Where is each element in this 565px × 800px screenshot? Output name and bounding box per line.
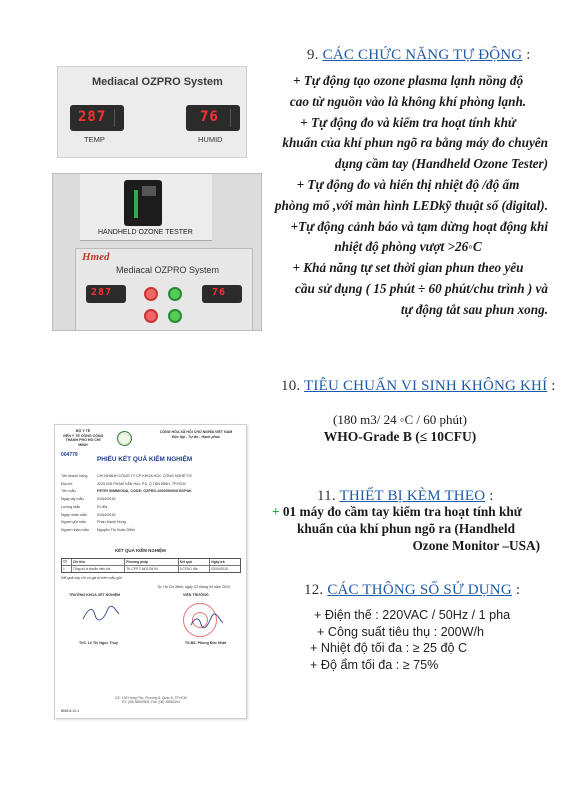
ozpro-device [75,248,253,331]
section-10-number: 10 [281,378,297,394]
cert-row: Tên khách hàng CHI NHÁNH CÔNG TY CP KHOA HỌC CÔNG NGHỆ P.E [61,474,193,478]
cert-row: Ngày lấy mẫu 01/04/2015 [61,497,116,502]
spec-line: + Điện thế : 220VAC / 50Hz / 1 pha [314,608,511,622]
section-11-number: 11 [317,488,332,504]
tester-label: HANDHELD OZONE TESTER [98,229,193,236]
section-11-title: THIẾT BỊ KÈM THEO [339,488,486,504]
tester-level-bar [134,190,138,218]
cert-row: Lượng mẫu 01 đĩa [61,504,108,509]
tester-screen [124,180,162,226]
cert-row: Tên mẫu PETRI 90MM/ONA, CODE: OZPRO-3000/5000/8 BVPAK [61,489,192,494]
cert-row: Địa chỉ 3225 BIS PHẠM VĂN HAI, P.5, Q.TÂN BÌNH, TP.HCM [61,481,186,486]
temp-display [70,105,124,131]
cert-date-line: Tp. Hồ Chí Minh, ngày 03 tháng 04 năm 2015 [157,585,230,589]
cert-note: Kết quả này chỉ có giá trị trên mẫu gửi [61,576,122,580]
accessory-line: khuẩn của khí phun ngõ ra (Handheld [296,521,516,536]
device-brand-label: Mediacal OZPRO System [116,265,220,275]
humid-reading: 76 [200,109,219,125]
control-panel-photo [57,66,247,158]
display-divider [230,109,236,127]
section-9-heading: 9. CÁC CHỨC NĂNG TỰ ĐỘNG : [307,47,531,63]
usage-specs [310,607,511,674]
left-sign-title: TRƯỞNG KHOA XÉT NGHIỆM [69,593,121,597]
institute-emblem-icon [117,431,132,446]
hmed-logo: Hmed [82,251,110,263]
accessory-line: + 01 máy đo cầm tay kiểm tra hoạt tính khử [272,504,522,519]
device-humid-display [202,285,242,303]
cert-result-table [61,558,241,573]
table-header-row: TT Chỉ tiêu Phương pháp Kết quả Ngày trả [62,559,240,566]
right-signer: TS.BS. Phùng Đức Nhật [185,641,226,645]
feature-line: + Khả năng tự set thời gian phun theo yêu [292,260,524,276]
section-12-number: 12 [304,582,320,598]
accessory-text [272,503,540,554]
spec-line: + Công suất tiêu thụ : 200W/h [317,624,484,639]
feature-line: khuẩn của khí phun ngõ ra bằng máy đo chuyên [282,135,548,151]
feature-line: nhiệt độ phòng vượt >26◦C [334,239,482,255]
accessory-line: Ozone Monitor –USA) [412,538,540,553]
feature-line: +Tự động cảnh báo và tạm dừng hoạt động khi [290,218,548,234]
feature-line: + Tự động đo và hiển thị nhiệt độ /độ ẩm [296,176,520,192]
right-sign-title: VIỆN TRƯỞNG [183,593,209,597]
air-standard-grade: WHO-Grade B (≤ 10CFU) [323,429,477,444]
display-divider [114,109,120,127]
green-button [168,309,182,323]
tester-window [142,186,156,196]
spec-line: + Độ ẩm tối đa : ≥ 75% [310,658,439,673]
temp-label: TEMP [84,135,105,144]
cert-info-rows [61,473,241,535]
feature-line: cao từ nguồn vào là không khí phòng lạnh. [289,93,527,109]
device-temp-display [86,285,126,303]
section-9-number: 9 [307,47,315,63]
red-button [144,309,158,323]
auto-features-text [268,71,548,321]
cert-form-code: BM8.8.10.1 [61,709,80,713]
humid-label: HUMID [198,135,223,144]
cert-row: Người gửi mẫu Phan Mạnh Hùng [61,520,126,525]
air-standard-spec: (180 m3/ 24 ◦C / 60 phút) [333,412,467,427]
cert-org-right: CỘNG HÒA XÃ HỘI CHỦ NGHĨA VIỆT NAM Độc lập - Tự do - Hạnh phúc [159,430,233,439]
feature-line: phòng mổ ,với màn hình LEDkỹ thuật số (digital). [274,197,548,213]
feature-line: tự động tắt sau phun xong. [400,301,548,317]
panel-brand-label: Mediacal OZPRO System [92,76,223,88]
cert-row: Ngày nhận mẫu 01/04/2015 [61,512,116,517]
section-9-title: CÁC CHỨC NĂNG TỰ ĐỘNG [322,47,523,63]
table-row: 1 Tổng số vi khuẩn hiếu khí TK CPP 2.MOLD5.94 0 CFU/1 đĩa 03/04/2015 [63,566,228,571]
feature-line: cầu sử dụng ( 15 phút ÷ 60 phút/chu trình ) và [295,280,548,296]
test-result-certificate [54,424,247,719]
cert-org-left: BỘ Y TẾ VIỆN Y TẾ CÔNG CỘNG THÀNH PHỐ HỒ CHÍ MINH [62,429,104,447]
device-photo [52,173,262,331]
section-10-heading: 10. TIÊU CHUẨN VI SINH KHÔNG KHÍ : [281,378,556,394]
feature-line: + Tự động tạo ozone plasma lạnh nồng độ [292,73,524,88]
cert-table-title: KẾT QUẢ KIỂM NGHIỆM [115,548,166,553]
left-signer: ThS. Lê Thị Ngọc Thuý [79,641,118,645]
device-temp-reading: 287 [91,287,113,298]
cert-footer: ĐC: 159 Hưng Phú, Phường 8, Quận 8, TP.HCM ĐT: (08) 38559503, Fax: (08) 38563164 [115,696,187,705]
right-signature-icon [189,613,225,631]
section-11-heading: 11. THIẾT BỊ KÈM THEO : [317,488,494,504]
cert-number: 004779 [61,452,78,458]
red-button [144,287,158,301]
feature-line: + Tự động đo và kiểm tra hoạt tính khử [300,114,516,130]
left-signature-icon [81,605,121,623]
feature-line: dụng cầm tay (Handheld Ozone Tester) [334,156,548,172]
device-humid-reading: 76 [212,287,227,298]
section-12-title: CÁC THÔNG SỐ SỬ DỤNG [327,582,512,598]
section-10-title: TIÊU CHUẨN VI SINH KHÔNG KHÍ [304,378,548,394]
cert-title: PHIẾU KẾT QUẢ KIỂM NGHIỆM [97,456,193,463]
green-button [168,287,182,301]
cert-row: Người nhận mẫu Nguyễn Thị Xuân Diễm [61,527,136,532]
section-12-heading: 12. CÁC THÔNG SỐ SỬ DỤNG : [304,582,521,598]
humid-display [186,105,240,131]
temp-reading: 287 [78,109,107,125]
handheld-tester [80,174,212,241]
spec-line: + Nhiệt độ tối đa : ≥ 25 độ C [310,641,468,656]
